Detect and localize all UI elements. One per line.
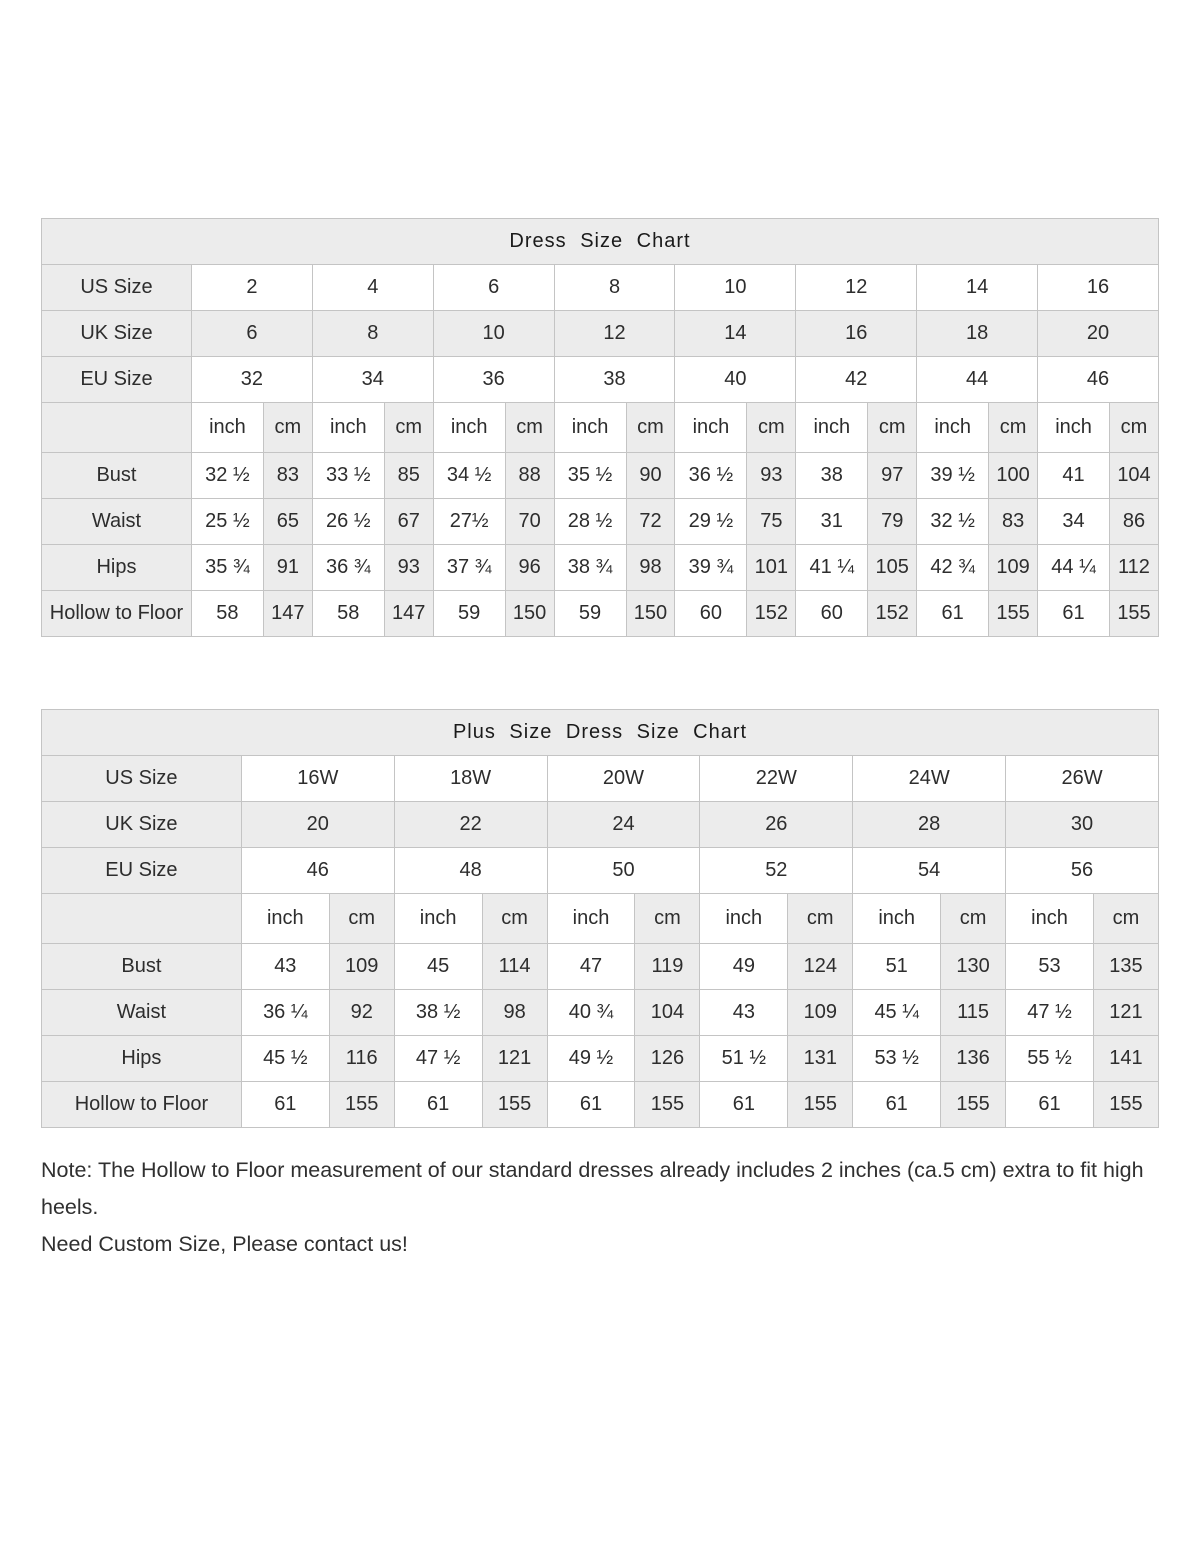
measure-inch-cell: 40 ¾ [547,990,635,1036]
size-value-cell: 16 [796,311,917,357]
size-value-cell: 12 [796,265,917,311]
row-label: US Size [42,265,192,311]
measure-row [42,990,1159,1036]
measure-inch-cell: 36 ¾ [312,545,384,591]
size-value-cell: 16 [1038,265,1159,311]
size-value-cell: 20 [1038,311,1159,357]
measure-inch-cell: 41 [1038,453,1110,499]
measure-inch-cell: 59 [433,591,505,637]
unit-inch-label: inch [796,403,868,453]
size-value-cell: 20W [547,756,700,802]
unit-inch-label: inch [853,894,941,944]
measure-inch-cell: 36 ¼ [241,990,329,1036]
row-label: EU Size [42,357,192,403]
measure-inch-cell: 43 [241,944,329,990]
size-row [42,848,1159,894]
unit-cm-label: cm [626,403,675,453]
measure-inch-cell: 32 ½ [917,499,989,545]
measure-cm-cell: 92 [329,990,394,1036]
measure-cm-cell: 115 [941,990,1006,1036]
measure-inch-cell: 45 ½ [241,1036,329,1082]
size-value-cell: 4 [312,265,433,311]
measure-inch-cell: 43 [700,990,788,1036]
size-row [42,802,1159,848]
measure-inch-cell: 29 ½ [675,499,747,545]
measure-cm-cell: 131 [788,1036,853,1082]
unit-inch-label: inch [312,403,384,453]
measure-inch-cell: 27½ [433,499,505,545]
size-value-cell: 24W [853,756,1006,802]
measure-row [42,453,1159,499]
measure-cm-cell: 96 [505,545,554,591]
size-value-cell: 52 [700,848,853,894]
measure-inch-cell: 34 ½ [433,453,505,499]
measure-row [42,545,1159,591]
measure-cm-cell: 155 [788,1082,853,1128]
measure-inch-cell: 33 ½ [312,453,384,499]
measure-inch-cell: 58 [312,591,384,637]
measure-cm-cell: 155 [1093,1082,1158,1128]
measure-inch-cell: 47 [547,944,635,990]
measure-cm-cell: 109 [788,990,853,1036]
measure-cm-cell: 105 [868,545,917,591]
measure-cm-cell: 79 [868,499,917,545]
unit-cm-label: cm [989,403,1038,453]
size-value-cell: 54 [853,848,1006,894]
measure-inch-cell: 61 [394,1082,482,1128]
size-value-cell: 34 [312,357,433,403]
unit-cm-label: cm [384,403,433,453]
size-value-cell: 20 [241,802,394,848]
measure-cm-cell: 152 [868,591,917,637]
note-text [41,1152,1159,1263]
size-value-cell: 30 [1006,802,1159,848]
size-value-cell: 6 [433,265,554,311]
measure-inch-cell: 61 [547,1082,635,1128]
note-line-1: Note: The Hollow to Floor measurement of our standard dresses already includes 2 inches (ca.5 cm) extra to fit high heels. [41,1158,1144,1219]
measure-row [42,1036,1159,1082]
measure-inch-cell: 61 [853,1082,941,1128]
unit-cm-label: cm [941,894,1006,944]
unit-cm-label: cm [788,894,853,944]
size-value-cell: 16W [241,756,394,802]
measure-inch-cell: 61 [241,1082,329,1128]
measure-cm-cell: 124 [788,944,853,990]
size-value-cell: 32 [191,357,312,403]
measure-inch-cell: 31 [796,499,868,545]
measure-cm-cell: 67 [384,499,433,545]
measure-inch-cell: 45 [394,944,482,990]
size-row [42,311,1159,357]
measure-cm-cell: 147 [384,591,433,637]
measure-inch-cell: 36 ½ [675,453,747,499]
measure-inch-cell: 25 ½ [191,499,263,545]
unit-inch-label: inch [917,403,989,453]
measure-inch-cell: 45 ¼ [853,990,941,1036]
size-value-cell: 44 [917,357,1038,403]
measure-cm-cell: 98 [626,545,675,591]
row-label-empty [42,894,242,944]
unit-inch-label: inch [433,403,505,453]
measure-inch-cell: 53 ½ [853,1036,941,1082]
measure-cm-cell: 155 [989,591,1038,637]
size-value-cell: 24 [547,802,700,848]
measure-cm-cell: 100 [989,453,1038,499]
size-value-cell: 2 [191,265,312,311]
table-title: Dress Size Chart [42,219,1159,265]
unit-inch-label: inch [1038,403,1110,453]
table-title-row [42,710,1159,756]
measure-cm-cell: 65 [263,499,312,545]
row-label: Hips [42,545,192,591]
measure-inch-cell: 38 [796,453,868,499]
size-value-cell: 8 [554,265,675,311]
measure-cm-cell: 155 [329,1082,394,1128]
dress-size-chart-table [41,218,1159,637]
measure-inch-cell: 60 [675,591,747,637]
measure-cm-cell: 112 [1110,545,1159,591]
size-value-cell: 48 [394,848,547,894]
row-label: US Size [42,756,242,802]
size-value-cell: 46 [241,848,394,894]
size-value-cell: 26 [700,802,853,848]
size-value-cell: 26W [1006,756,1159,802]
measure-cm-cell: 150 [626,591,675,637]
unit-cm-label: cm [482,894,547,944]
unit-inch-label: inch [191,403,263,453]
row-label: Hips [42,1036,242,1082]
measure-inch-cell: 34 [1038,499,1110,545]
row-label: Waist [42,990,242,1036]
measure-cm-cell: 126 [635,1036,700,1082]
measure-inch-cell: 49 ½ [547,1036,635,1082]
measure-cm-cell: 119 [635,944,700,990]
size-value-cell: 50 [547,848,700,894]
measure-cm-cell: 97 [868,453,917,499]
measure-inch-cell: 61 [1006,1082,1094,1128]
size-value-cell: 12 [554,311,675,357]
measure-inch-cell: 61 [700,1082,788,1128]
measure-cm-cell: 101 [747,545,796,591]
measure-cm-cell: 104 [1110,453,1159,499]
row-label: Waist [42,499,192,545]
unit-row [42,403,1159,453]
measure-inch-cell: 55 ½ [1006,1036,1094,1082]
unit-cm-label: cm [868,403,917,453]
measure-inch-cell: 61 [917,591,989,637]
unit-inch-label: inch [241,894,329,944]
row-label: Hollow to Floor [42,591,192,637]
measure-inch-cell: 26 ½ [312,499,384,545]
unit-inch-label: inch [394,894,482,944]
measure-cm-cell: 90 [626,453,675,499]
size-value-cell: 42 [796,357,917,403]
note-line-2: Need Custom Size, Please contact us! [41,1232,408,1256]
measure-cm-cell: 75 [747,499,796,545]
size-row [42,357,1159,403]
measure-cm-cell: 109 [989,545,1038,591]
measure-inch-cell: 41 ¼ [796,545,868,591]
measure-inch-cell: 53 [1006,944,1094,990]
row-label: EU Size [42,848,242,894]
unit-cm-label: cm [329,894,394,944]
size-value-cell: 14 [917,265,1038,311]
unit-cm-label: cm [1110,403,1159,453]
unit-cm-label: cm [1093,894,1158,944]
measure-cm-cell: 72 [626,499,675,545]
measure-cm-cell: 85 [384,453,433,499]
measure-cm-cell: 136 [941,1036,1006,1082]
measure-inch-cell: 44 ¼ [1038,545,1110,591]
measure-row [42,499,1159,545]
unit-cm-label: cm [747,403,796,453]
size-value-cell: 18 [917,311,1038,357]
size-value-cell: 10 [433,311,554,357]
unit-inch-label: inch [700,894,788,944]
size-value-cell: 22 [394,802,547,848]
measure-row [42,591,1159,637]
measure-inch-cell: 38 ½ [394,990,482,1036]
measure-inch-cell: 38 ¾ [554,545,626,591]
measure-inch-cell: 37 ¾ [433,545,505,591]
measure-inch-cell: 47 ½ [1006,990,1094,1036]
size-value-cell: 6 [191,311,312,357]
size-value-cell: 36 [433,357,554,403]
size-value-cell: 28 [853,802,1006,848]
table-title: Plus Size Dress Size Chart [42,710,1159,756]
measure-row [42,944,1159,990]
row-label-empty [42,403,192,453]
measure-cm-cell: 83 [263,453,312,499]
size-value-cell: 46 [1038,357,1159,403]
measure-cm-cell: 130 [941,944,1006,990]
measure-inch-cell: 51 [853,944,941,990]
size-value-cell: 8 [312,311,433,357]
unit-cm-label: cm [635,894,700,944]
unit-inch-label: inch [1006,894,1094,944]
measure-inch-cell: 61 [1038,591,1110,637]
measure-cm-cell: 141 [1093,1036,1158,1082]
measure-inch-cell: 42 ¾ [917,545,989,591]
row-label: Bust [42,453,192,499]
size-value-cell: 22W [700,756,853,802]
measure-cm-cell: 147 [263,591,312,637]
size-row [42,756,1159,802]
measure-inch-cell: 28 ½ [554,499,626,545]
measure-inch-cell: 60 [796,591,868,637]
unit-row [42,894,1159,944]
row-label: Hollow to Floor [42,1082,242,1128]
measure-cm-cell: 150 [505,591,554,637]
measure-cm-cell: 86 [1110,499,1159,545]
measure-cm-cell: 155 [635,1082,700,1128]
measure-cm-cell: 155 [482,1082,547,1128]
size-value-cell: 38 [554,357,675,403]
size-value-cell: 10 [675,265,796,311]
measure-cm-cell: 83 [989,499,1038,545]
measure-inch-cell: 49 [700,944,788,990]
measure-cm-cell: 70 [505,499,554,545]
measure-inch-cell: 39 ½ [917,453,989,499]
measure-cm-cell: 121 [482,1036,547,1082]
size-value-cell: 18W [394,756,547,802]
unit-inch-label: inch [675,403,747,453]
measure-row [42,1082,1159,1128]
measure-cm-cell: 135 [1093,944,1158,990]
size-value-cell: 14 [675,311,796,357]
size-value-cell: 56 [1006,848,1159,894]
table-title-row [42,219,1159,265]
row-label: UK Size [42,311,192,357]
measure-cm-cell: 152 [747,591,796,637]
measure-cm-cell: 109 [329,944,394,990]
measure-cm-cell: 155 [941,1082,1006,1128]
measure-cm-cell: 98 [482,990,547,1036]
measure-inch-cell: 59 [554,591,626,637]
measure-inch-cell: 51 ½ [700,1036,788,1082]
measure-inch-cell: 39 ¾ [675,545,747,591]
measure-cm-cell: 93 [747,453,796,499]
unit-cm-label: cm [263,403,312,453]
measure-inch-cell: 35 ¾ [191,545,263,591]
row-label: UK Size [42,802,242,848]
plus-size-dress-size-chart-table [41,709,1159,1128]
measure-inch-cell: 35 ½ [554,453,626,499]
measure-cm-cell: 93 [384,545,433,591]
measure-inch-cell: 47 ½ [394,1036,482,1082]
unit-inch-label: inch [547,894,635,944]
measure-cm-cell: 121 [1093,990,1158,1036]
measure-cm-cell: 88 [505,453,554,499]
measure-cm-cell: 114 [482,944,547,990]
measure-inch-cell: 58 [191,591,263,637]
unit-inch-label: inch [554,403,626,453]
measure-cm-cell: 91 [263,545,312,591]
size-value-cell: 40 [675,357,796,403]
measure-cm-cell: 155 [1110,591,1159,637]
measure-cm-cell: 104 [635,990,700,1036]
size-row [42,265,1159,311]
measure-inch-cell: 32 ½ [191,453,263,499]
measure-cm-cell: 116 [329,1036,394,1082]
row-label: Bust [42,944,242,990]
unit-cm-label: cm [505,403,554,453]
